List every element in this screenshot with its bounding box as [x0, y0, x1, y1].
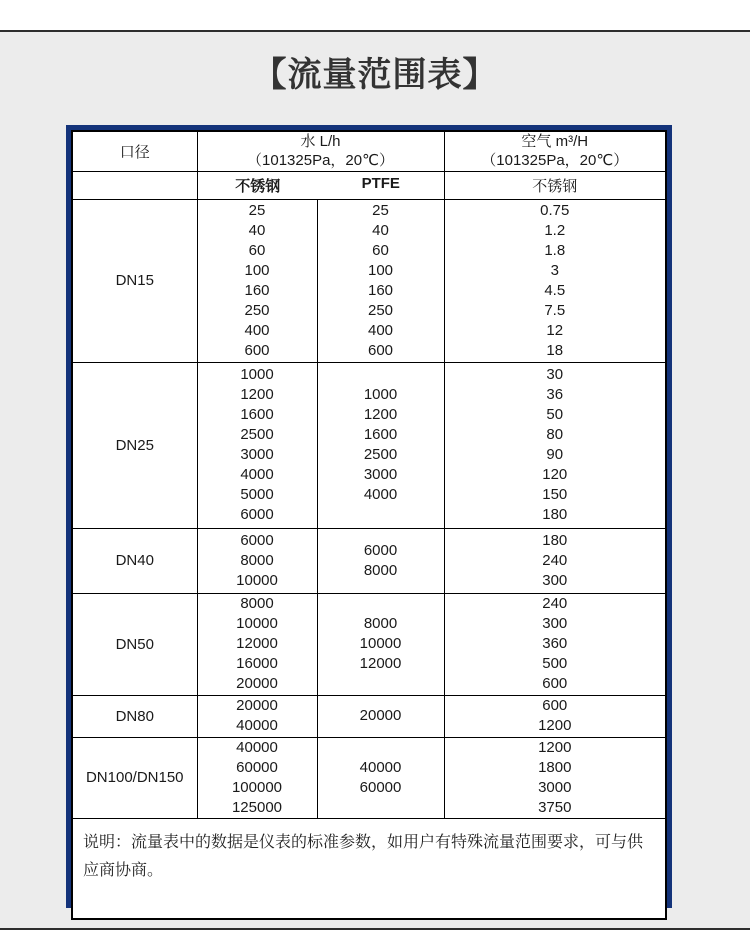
bottom-margin-band — [0, 930, 750, 949]
water-stainless-cell — [197, 593, 317, 695]
header-diameter: 口径 — [72, 131, 197, 171]
header-water-group — [197, 131, 444, 171]
value-line: 7.5 — [544, 301, 566, 319]
value-line: 1200 — [538, 738, 572, 756]
table-row — [72, 593, 666, 695]
value-line: 400 — [244, 321, 270, 339]
value-line: 160 — [367, 281, 394, 299]
diameter-cell — [72, 593, 197, 695]
diameter-label: DN40 — [115, 552, 154, 569]
value-line: 36 — [546, 386, 564, 403]
water-ptfe-cell — [317, 528, 444, 593]
value-line: 400 — [367, 321, 394, 339]
value-line: 60000 — [236, 758, 278, 776]
table-row — [72, 695, 666, 737]
water-material-stainless-label: 不锈钢 — [235, 177, 281, 195]
top-margin-band — [0, 0, 750, 30]
flow-range-table — [71, 130, 667, 920]
header-row-units — [72, 131, 666, 171]
value-line: 1200 — [240, 386, 274, 403]
value-line: 240 — [542, 595, 568, 612]
diameter-label: DN25 — [115, 436, 154, 454]
value-line: 20000 — [359, 707, 402, 724]
value-line: 100000 — [231, 778, 283, 796]
value-line: 6000 — [363, 541, 398, 559]
value-line: 12 — [546, 321, 564, 339]
value-line: 100 — [367, 261, 394, 279]
note-row — [72, 818, 666, 919]
value-line: 3750 — [538, 798, 572, 816]
water-ptfe-cell — [317, 695, 444, 737]
value-line: 600 — [367, 341, 394, 359]
diameter-cell — [72, 528, 197, 593]
diameter-cell — [72, 199, 197, 362]
value-line: 4000 — [363, 486, 398, 503]
header-water-materials — [197, 171, 444, 199]
value-line: 160 — [244, 281, 270, 299]
flow-table-body — [72, 199, 666, 818]
value-line: 60000 — [359, 778, 402, 796]
value-line: 80 — [546, 426, 564, 443]
value-line: 20000 — [236, 675, 278, 692]
content-area — [0, 32, 750, 928]
value-line: 300 — [542, 571, 568, 589]
diameter-cell — [72, 362, 197, 528]
air-stainless-cell — [444, 737, 666, 818]
value-line: 600 — [244, 341, 270, 359]
value-line: 1600 — [240, 406, 274, 423]
value-line: 3000 — [363, 466, 398, 483]
value-line: 360 — [542, 635, 568, 652]
water-ptfe-cell — [317, 737, 444, 818]
value-line: 1200 — [363, 406, 398, 423]
value-line: 90 — [546, 446, 564, 463]
value-line: 1000 — [240, 366, 274, 383]
value-line: 125000 — [231, 798, 283, 816]
value-line: 500 — [542, 655, 568, 672]
table-footer — [72, 818, 666, 919]
value-line: 5000 — [240, 486, 274, 503]
diameter-label: DN80 — [115, 707, 154, 725]
value-line: 6000 — [240, 506, 274, 523]
air-material-stainless-label: 不锈钢 — [444, 171, 666, 199]
table-row — [72, 737, 666, 818]
water-ptfe-cell — [317, 199, 444, 362]
value-line: 20000 — [236, 697, 278, 714]
water-stainless-cell — [197, 199, 317, 362]
water-unit-label: 水 L/h — [300, 133, 341, 151]
table-row — [72, 199, 666, 362]
value-line: 2500 — [363, 446, 398, 463]
value-line: 16000 — [236, 655, 278, 672]
water-stainless-cell — [197, 362, 317, 528]
value-line: 600 — [542, 675, 568, 692]
value-line: 1.8 — [544, 241, 566, 259]
air-stainless-cell — [444, 528, 666, 593]
diameter-label: DN100/DN150 — [85, 769, 184, 786]
value-line: 4000 — [240, 466, 274, 483]
value-line: 25 — [248, 201, 266, 219]
water-stainless-cell — [197, 737, 317, 818]
value-line: 1000 — [363, 386, 398, 403]
value-line: 18 — [546, 341, 564, 359]
value-line: 1.2 — [544, 221, 566, 239]
value-line: 10000 — [236, 615, 278, 632]
value-line: 12000 — [236, 635, 278, 652]
value-line: 40000 — [236, 717, 278, 734]
value-line: 3000 — [538, 778, 572, 796]
table-row — [72, 528, 666, 593]
value-line: 8000 — [240, 595, 274, 612]
diameter-cell — [72, 737, 197, 818]
air-stainless-cell — [444, 199, 666, 362]
value-line: 180 — [542, 506, 568, 523]
value-line: 120 — [542, 466, 568, 483]
value-line: 60 — [248, 241, 266, 259]
value-line: 10000 — [236, 571, 278, 589]
value-line: 3000 — [240, 446, 274, 463]
air-stainless-cell — [444, 593, 666, 695]
air-condition-label: （101325Pa，20℃） — [481, 152, 629, 170]
water-ptfe-cell — [317, 593, 444, 695]
value-line: 10000 — [359, 635, 402, 652]
value-line: 40000 — [236, 738, 278, 756]
diameter-cell — [72, 695, 197, 737]
value-line: 250 — [367, 301, 394, 319]
diameter-label: DN15 — [115, 272, 154, 289]
air-stainless-cell — [444, 362, 666, 528]
value-line: 8000 — [240, 551, 274, 569]
water-stainless-cell — [197, 695, 317, 737]
value-line: 60 — [372, 241, 389, 259]
table-row — [72, 362, 666, 528]
value-line: 1200 — [538, 717, 572, 734]
value-line: 4.5 — [544, 281, 566, 299]
value-line: 300 — [542, 615, 568, 632]
water-stainless-cell — [197, 528, 317, 593]
header-row-materials — [72, 171, 666, 199]
air-unit-label: 空气 m³/H — [521, 133, 589, 151]
diameter-label: DN50 — [115, 635, 154, 653]
water-material-ptfe-label: PTFE — [361, 174, 400, 192]
value-line: 100 — [244, 261, 270, 279]
water-condition-label: （101325Pa，20℃） — [247, 152, 394, 170]
value-line: 8000 — [363, 561, 398, 579]
value-line: 40000 — [359, 758, 402, 776]
value-line: 240 — [542, 551, 568, 569]
page-title: 【流量范围表】 — [252, 56, 498, 94]
value-line: 12000 — [359, 655, 402, 672]
value-line: 50 — [546, 406, 564, 423]
water-ptfe-cell — [317, 362, 444, 528]
value-line: 1600 — [363, 426, 398, 443]
value-line: 2500 — [240, 426, 274, 443]
value-line: 600 — [542, 697, 568, 714]
value-line: 180 — [542, 531, 568, 549]
value-line: 40 — [372, 221, 389, 239]
value-line: 8000 — [363, 615, 398, 632]
header-empty-cell — [72, 171, 197, 199]
value-line: 30 — [546, 366, 564, 383]
value-line: 1800 — [538, 758, 572, 776]
air-stainless-cell — [444, 695, 666, 737]
value-line: 150 — [542, 486, 568, 503]
table-header — [72, 131, 666, 199]
value-line: 0.75 — [540, 201, 570, 219]
value-line: 40 — [248, 221, 266, 239]
value-line: 3 — [550, 261, 559, 279]
value-line: 6000 — [240, 531, 274, 549]
value-line: 250 — [244, 301, 270, 319]
value-line: 25 — [372, 201, 389, 219]
flow-table-frame — [66, 125, 672, 908]
table-note: 说明：流量表中的数据是仪表的标准参数，如用户有特殊流量范围要求，可与供应商协商。 — [72, 818, 666, 919]
header-air-group — [444, 131, 666, 171]
